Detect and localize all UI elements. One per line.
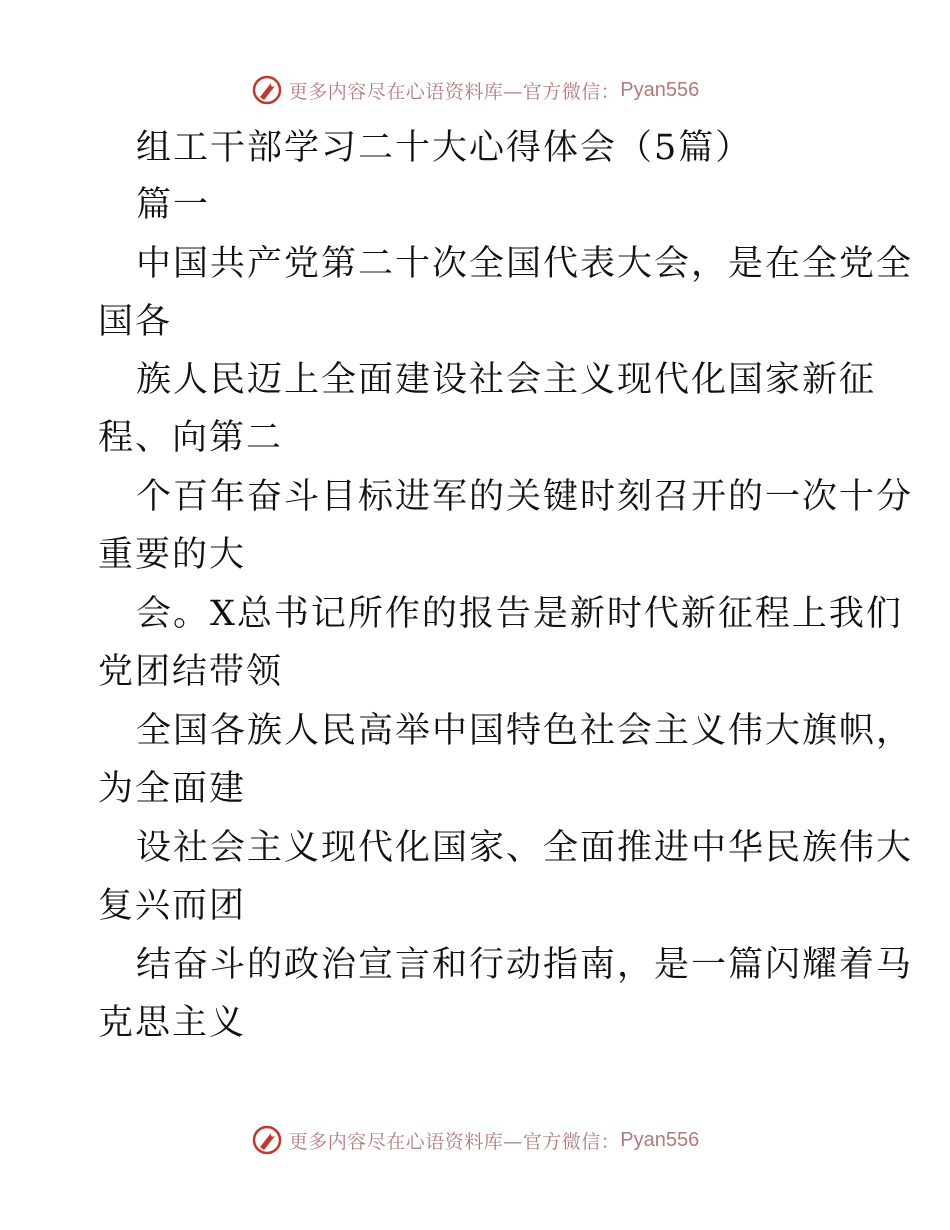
body-line: 程、向第二 — [98, 418, 284, 458]
section-heading: 篇一 — [136, 185, 211, 225]
body-line: 会。X总书记所作的报告是新时代新征程上我们 — [136, 594, 903, 634]
header-wechat-id: Pyan556 — [620, 78, 700, 101]
body-line: 国各 — [98, 302, 173, 342]
footer-banner-text: 更多内容尽在心语资料库—官方微信： — [288, 1130, 621, 1153]
body-line: 党团结带领 — [98, 652, 284, 692]
document-title: 组工干部学习二十大心得体会（5篇） — [136, 128, 753, 168]
body-line: 重要的大 — [98, 535, 247, 575]
header-banner — [0, 70, 950, 110]
footer-banner — [0, 1120, 950, 1160]
body-line: 设社会主义现代化国家、全面推进中华民族伟大 — [136, 828, 914, 868]
footer-wechat-id: Pyan556 — [620, 1128, 700, 1151]
pen-circle-logo-icon — [251, 1124, 283, 1156]
body-line: 为全面建 — [98, 769, 247, 809]
body-line: 中国共产党第二十次全国代表大会，是在全党全 — [136, 244, 914, 284]
body-line: 个百年奋斗目标进军的关键时刻召开的一次十分 — [136, 477, 914, 517]
header-banner-text: 更多内容尽在心语资料库—官方微信： — [288, 80, 621, 103]
pen-circle-logo-icon — [251, 74, 283, 106]
body-line: 全国各族人民高举中国特色社会主义伟大旗帜， — [136, 711, 914, 751]
body-line: 族人民迈上全面建设社会主义现代化国家新征 — [136, 360, 877, 400]
body-line: 复兴而团 — [98, 886, 247, 926]
body-line: 克思主义 — [98, 1003, 247, 1043]
body-line: 结奋斗的政治宣言和行动指南，是一篇闪耀着马 — [136, 945, 914, 985]
